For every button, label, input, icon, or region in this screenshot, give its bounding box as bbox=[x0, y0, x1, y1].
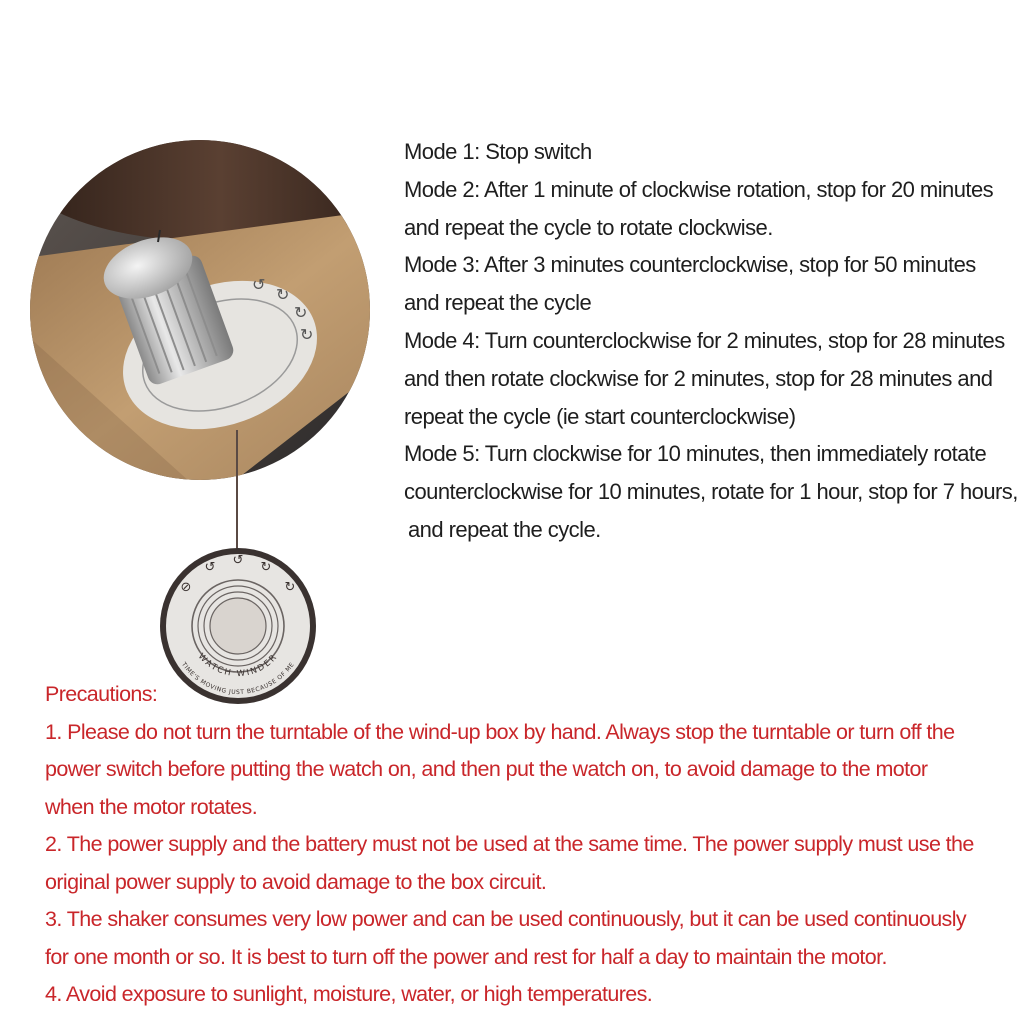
mode-line: and repeat the cycle bbox=[404, 290, 592, 316]
precaution-line: for one month or so. It is best to turn off the power and rest for half a day to maintain the motor. bbox=[45, 944, 887, 969]
mode-line: Mode 4: Turn counterclockwise for 2 minutes, stop for 28 minutes bbox=[404, 327, 1005, 353]
precaution-line: when the motor rotates. bbox=[45, 794, 258, 819]
dial-ring-text-bottom: TIME'S MOVING JUST BECAUSE OF ME bbox=[179, 661, 297, 696]
mode-line: repeat the cycle (ie start counterclockwise) bbox=[404, 403, 796, 429]
precaution-line: original power supply to avoid damage to the box circuit. bbox=[45, 869, 547, 894]
product-photo bbox=[30, 140, 370, 480]
dial-ring-text-top: WATCH WINDER bbox=[195, 651, 281, 680]
mode-symbol-1: ⊘ bbox=[180, 580, 192, 595]
svg-text:↻: ↻ bbox=[300, 325, 314, 344]
precaution-line: 1. Please do not turn the turntable of the wind-up box by hand. Always stop the turntable or turn off the bbox=[45, 719, 955, 744]
mode-descriptions bbox=[404, 133, 1018, 549]
precaution-line: 3. The shaker consumes very low power and can be used continuously, but it can be used continuously bbox=[45, 907, 967, 931]
mode-line: counterclockwise for 10 minutes, rotate for 1 hour, stop for 7 hours, bbox=[404, 479, 1018, 505]
mode-line: Mode 3: After 3 minutes counterclockwise, stop for 50 minutes bbox=[404, 252, 976, 278]
mode-line: and repeat the cycle to rotate clockwise. bbox=[404, 214, 773, 240]
knob-photo-illustration bbox=[30, 140, 370, 480]
precautions-section bbox=[45, 676, 1005, 1014]
mode-line: and repeat the cycle. bbox=[408, 516, 601, 542]
mode-line: Mode 5: Turn clockwise for 10 minutes, then immediately rotate bbox=[404, 441, 987, 467]
svg-text:↻: ↻ bbox=[276, 285, 290, 304]
mode-line: and then rotate clockwise for 2 minutes, stop for 28 minutes and bbox=[404, 365, 993, 391]
precaution-line: power switch before putting the watch on, and then put the watch on, to avoid damage to the motor bbox=[45, 757, 928, 781]
mode-symbol-5: ↻ bbox=[284, 580, 296, 595]
mode-line: Mode 1: Stop switch bbox=[404, 139, 592, 164]
precaution-line: 2. The power supply and the battery must not be used at the same time. The power supply must use the bbox=[45, 832, 974, 856]
mode-symbol-4: ↻ bbox=[260, 560, 272, 575]
mode-symbol-2: ↺ bbox=[204, 560, 216, 575]
svg-text:↻: ↻ bbox=[294, 303, 308, 322]
svg-text:↺: ↺ bbox=[252, 275, 266, 294]
callout-connector-line bbox=[236, 430, 238, 552]
precautions-heading: Precautions: bbox=[45, 682, 158, 706]
mode-line: Mode 2: After 1 minute of clockwise rotation, stop for 20 minutes bbox=[404, 176, 994, 202]
precaution-line: 4. Avoid exposure to sunlight, moisture, water, or high temperatures. bbox=[45, 982, 653, 1006]
mode-symbol-3: ↺ bbox=[232, 553, 244, 568]
